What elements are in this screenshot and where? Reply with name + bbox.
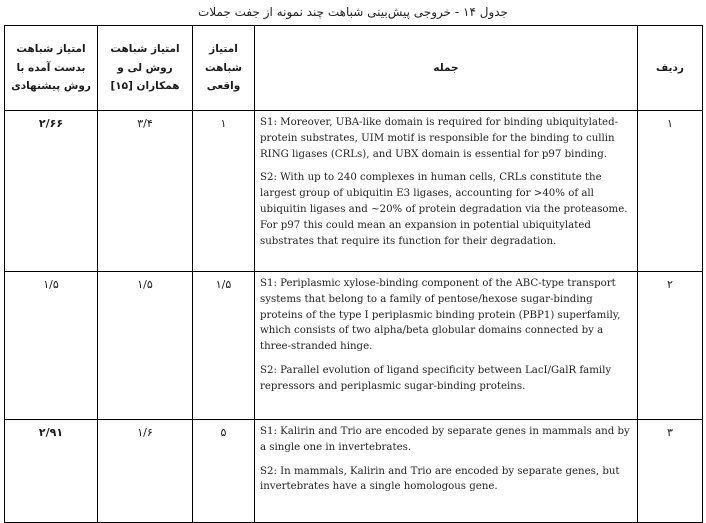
sentence-1: S1: Moreover, UBA-like domain is required for binding ubiquitylated-protein substrates, UIM motif is responsible for the binding to cullin RING ligases (CRLs), and UBX domain is essential for p97 binding. xyxy=(260,117,619,160)
sentence-2: S2: Parallel evolution of ligand specificity between LacI/GalR family repressors and periplasmic sugar-binding proteins. xyxy=(260,365,612,392)
sentence-2: S2: With up to 240 complexes in human cells, CRLs constitute the largest group of ubiquitin E3 ligases, accounting for >40% of all ubiquitin ligases and ~20% of protein degradation via the proteasome. For p97 this could mean an expansion in potential ubiquitylated substrates that require its function for their degradation. xyxy=(260,172,628,247)
proposed-score-cell: ۱/۵ xyxy=(5,272,98,420)
proposed-score-cell: ۲/۶۶ xyxy=(5,111,98,272)
header-proposed-score: امتیاز شباهت بدست آمده با روش پیشنهادی xyxy=(5,26,98,111)
real-score-cell: ۵ xyxy=(193,420,255,523)
sentence-1: S1: Periplasmic xylose-binding component of the ABC-type transport systems that belong to a family of pentose/hexose sugar-binding proteins of the type I periplasmic binding protein (PBP1) superfamily, which consists of two alpha/beta globular domains connected by a three-stranded hinge. xyxy=(260,278,621,353)
sentence-1: S1: Kalirin and Trio are encoded by separate genes in mammals and by a single one in invertebrates. xyxy=(260,426,630,453)
header-row-number: ردیف xyxy=(638,26,703,111)
header-real-score: امتیاز شباهت واقعی xyxy=(193,26,255,111)
row-number-cell: ۳ xyxy=(638,420,703,523)
table-row xyxy=(5,420,703,523)
sentence-pair-cell xyxy=(255,272,638,420)
sentence-pair-cell xyxy=(255,420,638,523)
real-score-cell: ۱ xyxy=(193,111,255,272)
row-number-cell: ۲ xyxy=(638,272,703,420)
header-sentence: جمله xyxy=(255,26,638,111)
header-row xyxy=(5,26,703,111)
row-number-cell: ۱ xyxy=(638,111,703,272)
sentence-pair-cell xyxy=(255,111,638,272)
header-li-score: امتیاز شباهت روش لی و همکاران [۱۵] xyxy=(98,26,193,111)
sentence-2: S2: In mammals, Kalirin and Trio are encoded by separate genes, but invertebrates have a single homologous gene. xyxy=(260,465,620,493)
table-row xyxy=(5,272,703,420)
table-caption: جدول ۱۴ - خروجی پیش‌بینی شباهت چند نمونه از جفت جملات xyxy=(198,5,508,19)
li-score-cell: ۳/۴ xyxy=(98,111,193,272)
li-score-cell: ۱/۶ xyxy=(98,420,193,523)
li-score-cell: ۱/۵ xyxy=(98,272,193,420)
proposed-score-cell: ۲/۹۱ xyxy=(5,420,98,523)
table-row xyxy=(5,111,703,272)
real-score-cell: ۱/۵ xyxy=(193,272,255,420)
similarity-table xyxy=(4,25,703,523)
